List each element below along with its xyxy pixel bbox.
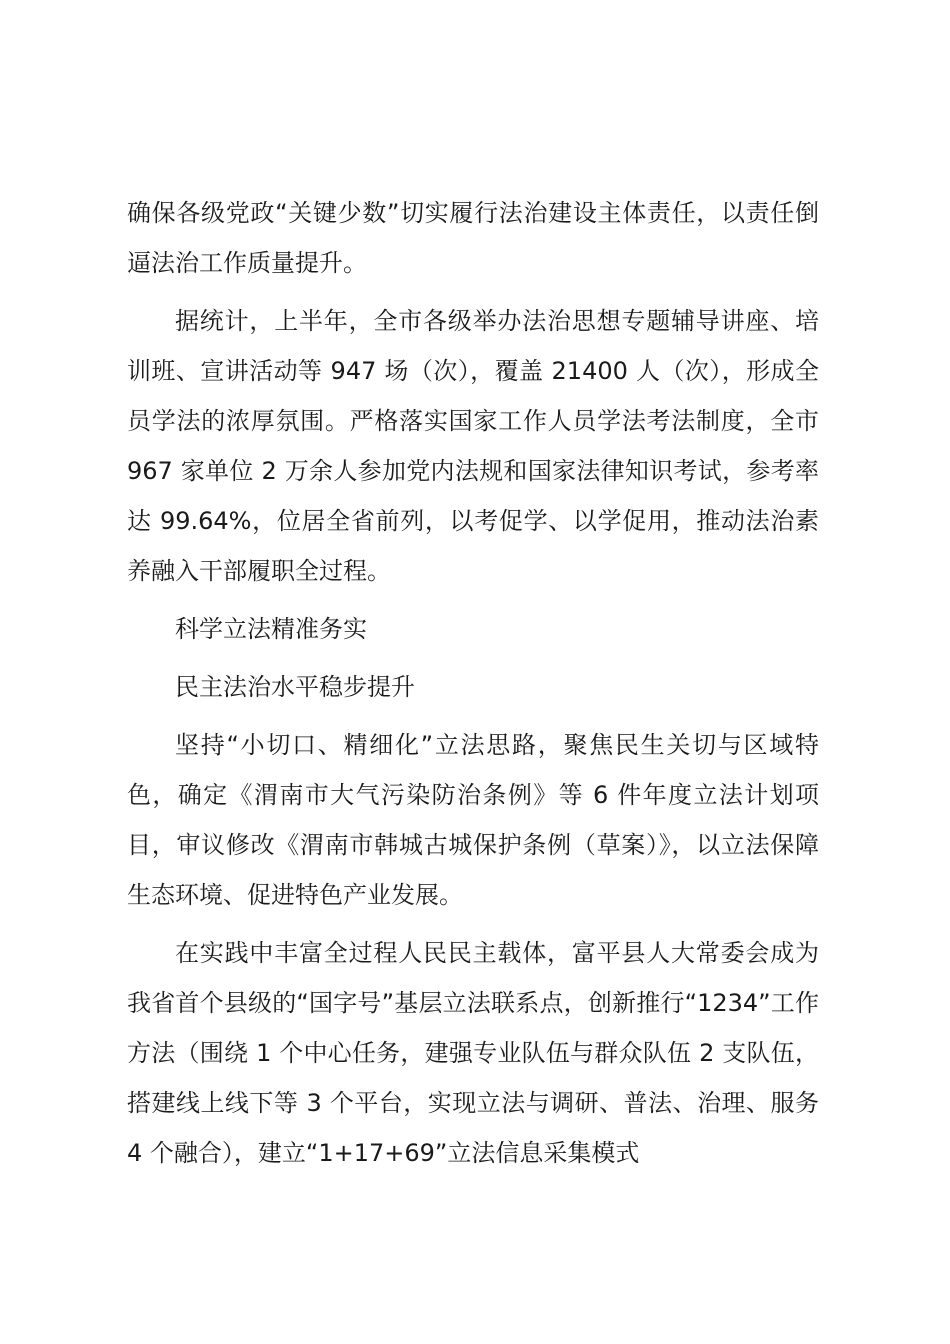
paragraph-peoples-democracy: 在实践中丰富全过程人民民主载体，富平县人大常委会成为我省首个县级的“国字号”基层立法联系点，创新推行“1234”工作方法（围绕 1 个中心任务，建强专业队伍与群众队伍 2 支队伍，搭建线上线下等 3 个平台，实现立法与调研、普法、治理、服务 4 个融合），建立“1+17+69”立法信息采集模式 bbox=[127, 939, 819, 1167]
paragraph-responsibility: 确保各级党政“关键少数”切实履行法治建设主体责任，以责任倒逼法治工作质量提升。 bbox=[127, 199, 819, 277]
section-heading-democracy: 民主法治水平稳步提升 bbox=[175, 673, 415, 701]
paragraph-legislation-approach: 坚持“小切口、精细化”立法思路，聚焦民生关切与区域特色，确定《渭南市大气污染防治条例》等 6 件年度立法计划项目，审议修改《渭南市韩城古城保护条例（草案）》，以立法保障生态环境、促进特色产业发展。 bbox=[127, 731, 819, 909]
document-body bbox=[127, 188, 819, 1186]
section-heading-legislation: 科学立法精准务实 bbox=[175, 615, 367, 643]
paragraph-statistics: 据统计，上半年，全市各级举办法治思想专题辅导讲座、培训班、宣讲活动等 947 场（次），覆盖 21400 人（次），形成全员学法的浓厚氛围。严格落实国家工作人员学法考法制度，全市 967 家单位 2 万余人参加党内法规和国家法律知识考试，参考率达 99.64%，位居全省前列，以考促学、以学促用，推动法治素养融入干部履职全过程。 bbox=[127, 307, 819, 585]
